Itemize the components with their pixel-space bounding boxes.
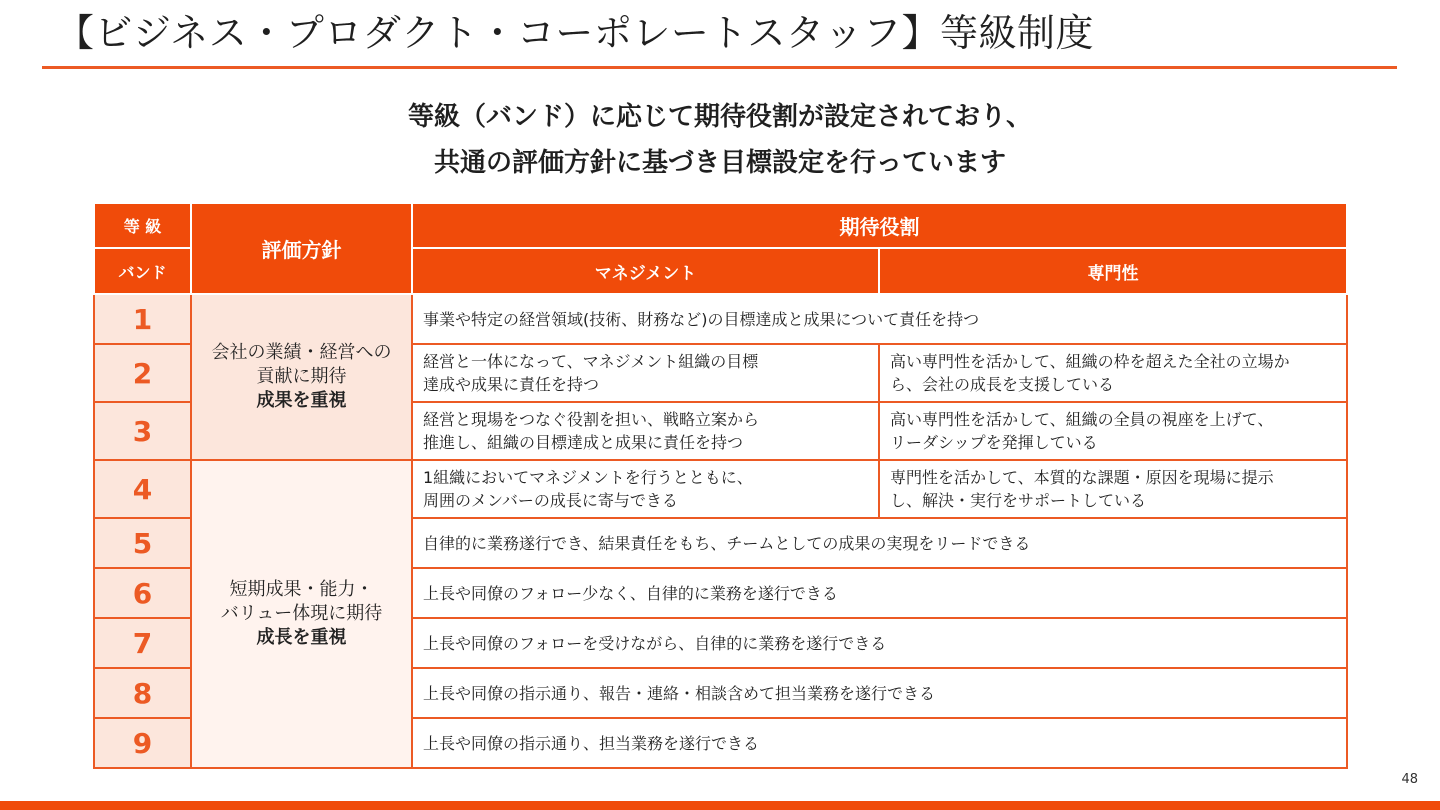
subtitle-line-2: 共通の評価方針に基づき目標設定を行っています [433,148,1006,178]
policy-line-2: バリュー体現に期待 [220,603,383,624]
evaluation-policy-lower [191,460,412,768]
role-combined: 上長や同僚の指示通り、報告・連絡・相談含めて担当業務を遂行できる [412,668,1347,718]
page-number: 48 [1401,772,1418,787]
role-specialty: 高い専門性を活かして、組織の枠を超えた全社の立場か ら、会社の成長を支援している [879,344,1347,402]
policy-emphasis: 成果を重視 [256,390,347,411]
band-number: 1 [94,294,191,344]
role-management: 経営と一体になって、マネジメント組織の目標 達成や成果に責任を持つ [412,344,879,402]
band-number: 5 [94,518,191,568]
table-row [94,294,1347,344]
role-management: 経営と現場をつなぐ役割を担い、戦略立案から 推進し、組織の目標達成と成果に責任を持つ [412,402,879,460]
role-combined: 事業や特定の経営領域(技術、財務など)の目標達成と成果について責任を持つ [412,294,1347,344]
band-number: 9 [94,718,191,768]
header-specialty: 専門性 [879,248,1347,294]
title-underline [42,66,1397,69]
header-management: マネジメント [412,248,879,294]
policy-line-2: 貢献に期待 [256,366,347,387]
role-combined: 上長や同僚の指示通り、担当業務を遂行できる [412,718,1347,768]
band-number: 8 [94,668,191,718]
role-specialty: 専門性を活かして、本質的な課題・原因を現場に提示 し、解決・実行をサポートしている [879,460,1347,518]
band-number: 7 [94,618,191,668]
role-specialty: 高い専門性を活かして、組織の全員の視座を上げて、 リーダシップを発揮している [879,402,1347,460]
footer-accent-bar [0,801,1440,810]
subtitle-line-1: 等級（バンド）に応じて期待役割が設定されており、 [407,102,1032,132]
role-management: 1組織においてマネジメントを行うとともに、 周囲のメンバーの成長に寄与できる [412,460,879,518]
header-grade: 等 級 [94,203,191,248]
band-number: 2 [94,344,191,402]
policy-emphasis: 成長を重視 [256,627,347,648]
band-number: 4 [94,460,191,518]
table-row [94,460,1347,518]
evaluation-policy-upper [191,294,412,460]
role-combined: 上長や同僚のフォロー少なく、自律的に業務を遂行できる [412,568,1347,618]
role-combined: 自律的に業務遂行でき、結果責任をもち、チームとしての成果の実現をリードできる [412,518,1347,568]
band-number: 6 [94,568,191,618]
header-policy: 評価方針 [191,203,412,294]
grade-system-table [93,202,1348,769]
header-band: バンド [94,248,191,294]
role-combined: 上長や同僚のフォローを受けながら、自律的に業務を遂行できる [412,618,1347,668]
header-expected-role: 期待役割 [412,203,1347,248]
band-number: 3 [94,402,191,460]
page-title: 【ビジネス・プロダクト・コーポレートスタッフ】等級制度 [56,11,1094,55]
policy-line-1: 会社の業績・経営への [211,342,392,363]
policy-line-1: 短期成果・能力・ [229,579,374,600]
